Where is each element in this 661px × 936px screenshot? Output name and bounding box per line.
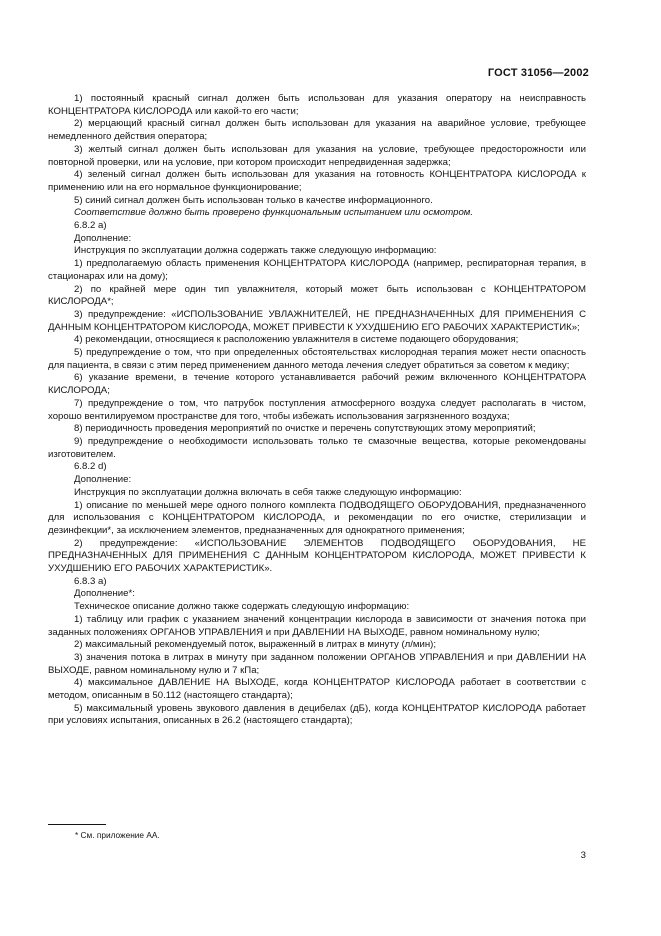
footnote-divider [48, 824, 106, 825]
paragraph: Инструкция по эксплуатации должна содержать также следующую информацию: [74, 245, 437, 257]
paragraph: 1) описание по меньшей мере одного полного комплекта ПОДВОДЯЩЕГО ОБОРУДОВАНИЯ, предназначенного для использования с КОНЦЕНТРАТОРОМ КИСЛОРОДА, и рекомендации по его очистке, стерилизации и дезинфекции*, за исключением элементов, предназначенных для однократного применения; [48, 499, 586, 536]
paragraph: 1) предполагаемую область применения КОНЦЕНТРАТОРА КИСЛОРОДА (например, респираторная терапия, в стационарах или на дому); [48, 258, 586, 282]
paragraph: 5) предупреждение о том, что при определенных обстоятельствах кислородная терапия может нести опасность для пациента, в связи с этим перед применением данного метода лечения следует обратиться за советом к медику; [48, 347, 586, 371]
paragraph: 2) максимальный рекомендуемый поток, выраженный в литрах в минуту (л/мин); [74, 639, 437, 651]
paragraph: 3) значения потока в литрах в минуту при заданном положении ОРГАНОВ УПРАВЛЕНИЯ и при ДАВЛЕНИИ НА ВЫХОДЕ, равном номинальному нулю и 7 кПа; [48, 651, 586, 676]
paragraph: 6.8.2 a) [74, 220, 107, 232]
paragraph: 2) мерцающий красный сигнал должен быть использован для указания на аварийное условие, требующее немедленного действия оператора; [48, 118, 586, 143]
paragraph: Техническое описание должно также содержать следующую информацию: [74, 601, 410, 613]
paragraph: 2) по крайней мере один тип увлажнителя, который может быть использован с КОНЦЕНТРАТОРОМ КИСЛОРОДА*; [48, 283, 586, 308]
paragraph: 6.8.2 d) [74, 461, 107, 473]
paragraph: 6.8.3 a) [74, 575, 107, 587]
paragraph: 8) периодичность проведения мероприятий по очистке и перечень сопутствующих этому мероприятий; [74, 423, 536, 435]
paragraph: 7) предупреждение о том, что патрубок поступления атмосферного воздуха следует располагать в чистом, хорошо вентилируемом пространстве для того, чтобы избежать использования загрязненного воздуха; [48, 397, 586, 422]
paragraph: 1) таблицу или график с указанием значений концентрации кислорода в зависимости от значения потока при заданных положениях ОРГАНОВ УПРАВЛЕНИЯ и при ДАВЛЕНИИ НА ВЫХОДЕ, равном номинальному нулю; [48, 613, 586, 638]
page-number: 3 [580, 850, 586, 861]
paragraph: 2) предупреждение: «ИСПОЛЬЗОВАНИЕ ЭЛЕМЕНТОВ ПОДВОДЯЩЕГО ОБОРУДОВАНИЯ, НЕ ПРЕДНАЗНАЧЕННЫХ ДЛЯ ПРИМЕНЕНИЯ С ДАННЫМ КОНЦЕНТРАТОРОМ КИСЛОРОДА, МОЖЕТ ПРИВЕСТИ К УХУДШЕНИЮ ЕГО РАБОЧИХ ХАРАКТЕРИСТИК». [48, 537, 586, 575]
paragraph: 3) предупреждение: «ИСПОЛЬЗОВАНИЕ УВЛАЖНИТЕЛЕЙ, НЕ ПРЕДНАЗНАЧЕННЫХ ДЛЯ ПРИМЕНЕНИЯ С ДАННЫМ КОНЦЕНТРАТОРОМ КИСЛОРОДА, МОЖЕТ ПРИВЕСТИ К УХУДШЕНИЮ ЕГО РАБОЧИХ ХАРАКТЕРИСТИК»; [48, 308, 586, 333]
paragraph: Дополнение: [74, 474, 132, 486]
paragraph: Инструкция по эксплуатации должна включать в себя также следующую информацию: [74, 486, 462, 498]
paragraph: 9) предупреждение о необходимости использовать только те смазочные вещества, которые рекомендованы изготовителем. [48, 435, 586, 460]
paragraph: 4) рекомендации, относящиеся к расположению увлажнителя в системе подающего оборудования; [74, 334, 519, 346]
footnote: * См. приложение АА. [75, 830, 160, 840]
paragraph: Дополнение: [74, 232, 132, 244]
paragraph: Дополнение*: [74, 588, 135, 600]
paragraph: 6) указание времени, в течение которого устанавливается рабочий режим включенного КОНЦЕНТРАТОРА КИСЛОРОДА; [48, 372, 586, 397]
paragraph: 1) постоянный красный сигнал должен быть использован для указания оператору на неисправность КОНЦЕНТРАТОРА КИСЛОРОДА или какой-то его части; [48, 93, 586, 117]
paragraph: 5) синий сигнал должен быть использован только в качестве информационного. [74, 194, 433, 206]
paragraph: 5) максимальный уровень звукового давления в децибелах (дБ), когда КОНЦЕНТРАТОР КИСЛОРОДА работает при условиях испытания, описанных в 26.2 (настоящего стандарта); [48, 702, 586, 727]
paragraph: 3) желтый сигнал должен быть использован для указания на условие, требующее предосторожности или повторной проверки, или на условие, при котором происходит непредвиденная задержка; [48, 143, 586, 168]
paragraph: 4) зеленый сигнал должен быть использован для указания на готовность КОНЦЕНТРАТОРА КИСЛОРОДА к применению или на его нормальное функционирование; [48, 169, 586, 193]
body-text [48, 93, 586, 728]
paragraph: 4) максимальное ДАВЛЕНИЕ НА ВЫХОДЕ, когда КОНЦЕНТРАТОР КИСЛОРОДА работает в соответствии с методом, описанным в 50.112 (настоящего стандарта); [48, 677, 586, 702]
document-id-header: ГОСТ 31056—2002 [487, 67, 589, 79]
paragraph: Соответствие должно быть проверено функциональным испытанием или осмотром. [74, 207, 474, 219]
